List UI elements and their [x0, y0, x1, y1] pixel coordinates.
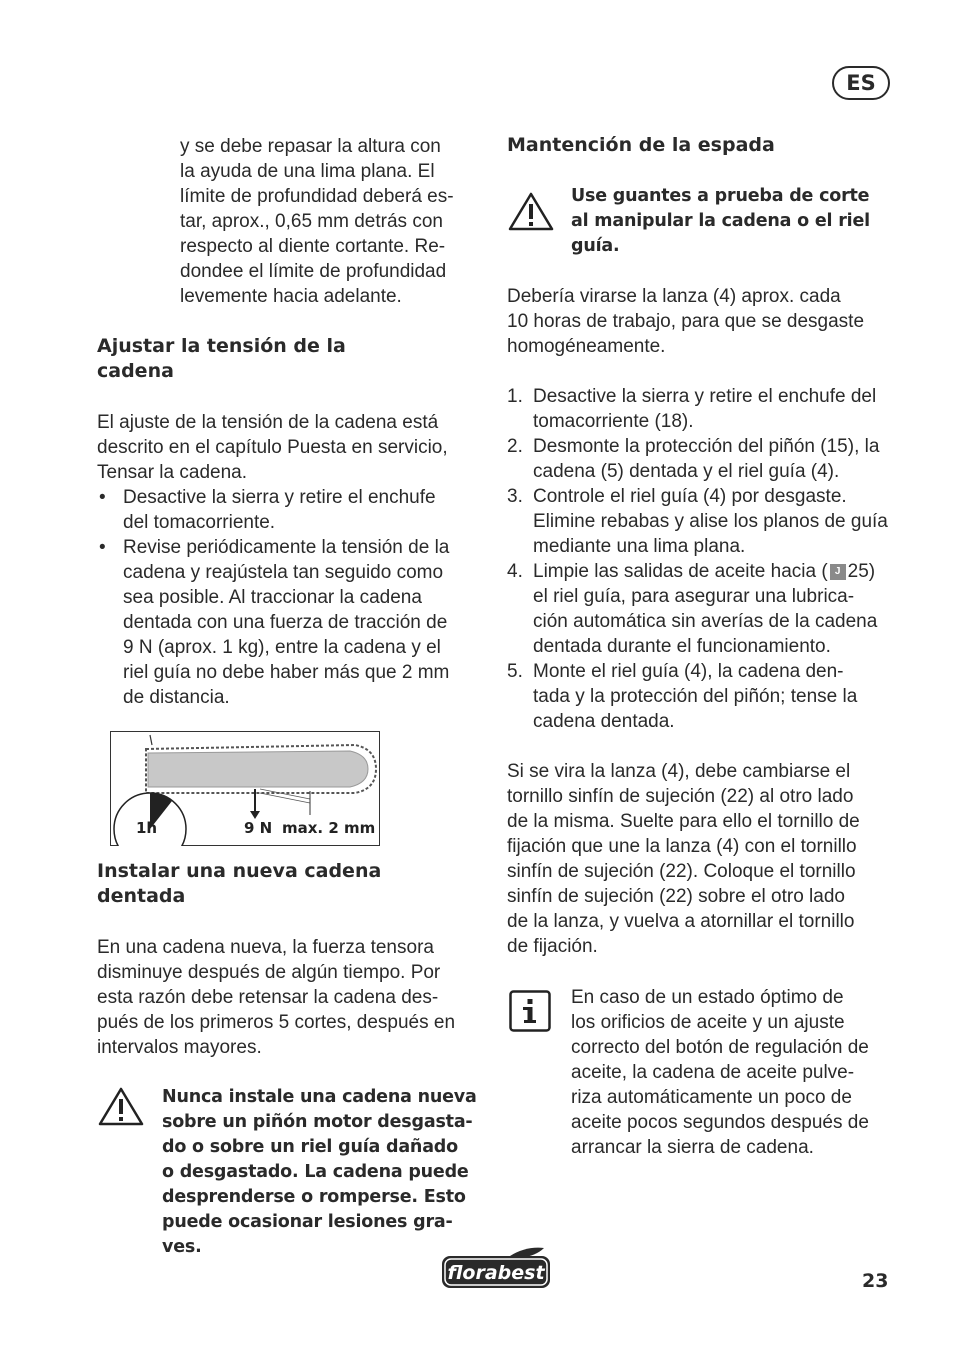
text-line: correcto del botón de regulación de [571, 1037, 869, 1058]
text-line: dentada durante el funcionamiento. [533, 636, 831, 657]
text-line: sea posible. Al traccionar la cadena [123, 587, 422, 608]
text-line: cadena dentada. [533, 711, 675, 732]
list-item [507, 559, 907, 659]
text-line: tar, aprox., 0,65 mm detrás con [180, 211, 443, 232]
text-line: intervalos mayores. [97, 1037, 262, 1058]
text-line: de la lanza, y vuelva a atornillar el tornillo [507, 911, 855, 932]
heading-line: dentada [97, 885, 186, 907]
text-line: la ayuda de una lima plana. El [180, 161, 435, 182]
intro-paragraph [180, 134, 480, 309]
text-line: esta razón debe retensar la cadena des- [97, 987, 439, 1008]
text-line: guía. [571, 236, 620, 256]
text-line: Desmonte la protección del piñón (15), la [533, 436, 880, 457]
text-line: arrancar la sierra de cadena. [571, 1137, 814, 1158]
text-line: los orificios de aceite y un ajuste [571, 1012, 845, 1033]
text-line: Elimine rebabas y alise los planos de guía [533, 511, 888, 532]
section-heading-bar-maintenance: Mantención de la espada [507, 134, 775, 156]
text-line: dentada con una fuerza de tracción de [123, 612, 448, 633]
text-line: descrito en el capítulo Puesta en servicio, [97, 437, 448, 458]
chain-tension-figure [110, 731, 380, 846]
text-line: límite de profundidad deberá es- [180, 186, 454, 207]
text-line: riel guía no debe haber más que 2 mm [123, 662, 450, 683]
list-item [97, 485, 482, 535]
text-line: Tensar la cadena. [97, 462, 247, 483]
text-line: Debería virarse la lanza (4) aprox. cada [507, 286, 841, 307]
step-number: 2. [507, 436, 523, 457]
text-line: sinfín de sujeción (22) sobre el otro lado [507, 886, 845, 907]
warning-icon [97, 1086, 145, 1131]
text-line: Monte el riel guía (4), la cadena den- [533, 661, 844, 682]
section-heading-chain-tension [97, 334, 477, 384]
text-line: de distancia. [123, 687, 230, 708]
steps-list [507, 384, 907, 734]
text-line: riza automáticamente un poco de [571, 1087, 852, 1108]
text-line: tada y la protección del piñón; tense la [533, 686, 858, 707]
page-number: 23 [862, 1270, 889, 1292]
figure-label-force: 9 N [244, 819, 273, 837]
text-line: disminuye después de algún tiempo. Por [97, 962, 441, 983]
text-line: del tomacorriente. [123, 512, 276, 533]
text-line: do o sobre un riel guía dañado [162, 1137, 458, 1157]
text-line: el riel guía, para asegurar una lubrica- [533, 586, 855, 607]
text-line: cadena y reajústela tan seguido como [123, 562, 444, 583]
text-line: desprenderse o romperse. Esto [162, 1187, 466, 1207]
text-line: o desgastado. La cadena puede [162, 1162, 469, 1182]
info-icon [509, 990, 551, 1037]
step-number: 3. [507, 486, 523, 507]
text-line: sinfín de sujeción (22). Coloque el tornillo [507, 861, 856, 882]
warning-icon [507, 191, 555, 236]
text-line [533, 559, 907, 584]
list-item [507, 434, 907, 484]
text-line: Si se vira la lanza (4), debe cambiarse el [507, 761, 851, 782]
text-line: al manipular la cadena o el riel [571, 211, 870, 231]
text-line: El ajuste de la tensión de la cadena está [97, 412, 439, 433]
logo-text: florabest [447, 1262, 545, 1284]
new-chain-paragraph [97, 935, 482, 1060]
text-line: 10 horas de trabajo, para que se desgaste [507, 311, 865, 332]
step-number: 5. [507, 661, 523, 682]
section-heading-new-chain [97, 859, 477, 909]
text-line: • Revise periódicamente la tensión de la [123, 537, 450, 558]
text-line: aceite pocos segundos después de [571, 1112, 869, 1133]
info-text-oil [571, 985, 901, 1160]
heading-line: Ajustar la tensión de la [97, 335, 346, 357]
text-line: dondee el límite de profundidad [180, 261, 447, 282]
text-line: puede ocasionar lesiones gra- [162, 1212, 453, 1232]
text-line: Nunca instale una cadena nueva [162, 1087, 477, 1107]
list-item [507, 384, 907, 434]
step-number: 4. [507, 561, 523, 582]
text-line: tornillo sinfín de sujeción (22) al otro lado [507, 786, 854, 807]
brand-logo [440, 1246, 552, 1290]
text-fragment: 25) [847, 561, 876, 582]
warning-text-gloves [571, 184, 901, 259]
text-line: Use guantes a prueba de corte [571, 186, 870, 206]
text-line: mediante una lima plana. [533, 536, 746, 557]
list-item [507, 484, 907, 559]
text-line: sobre un piñón motor desgasta- [162, 1112, 473, 1132]
text-fragment: Limpie las salidas de aceite hacia ( [533, 561, 828, 582]
heading-line: cadena [97, 360, 174, 382]
bar-rotation-paragraph [507, 284, 902, 359]
text-line: En una cadena nueva, la fuerza tensora [97, 937, 434, 958]
text-line: respecto al diente cortante. Re- [180, 236, 446, 257]
text-line: aceite, la cadena de aceite pulve- [571, 1062, 855, 1083]
text-line: levemente hacia adelante. [180, 286, 402, 307]
list-item [507, 659, 907, 734]
text-line: homogéneamente. [507, 336, 666, 357]
figure-reference-icon: J [830, 564, 846, 580]
text-line: cadena (5) dentada y el riel guía (4). [533, 461, 840, 482]
text-line: Desactive la sierra y retire el enchufe del [533, 386, 877, 407]
text-line: y se debe repasar la altura con [180, 136, 441, 157]
text-line: de la misma. Suelte para ello el tornillo de [507, 811, 860, 832]
language-badge: ES [832, 66, 890, 100]
warning-text-new-chain [162, 1085, 482, 1260]
text-line: de fijación. [507, 936, 598, 957]
bullet-list [97, 485, 482, 710]
text-line: ves. [162, 1237, 202, 1257]
chain-tension-paragraph [97, 410, 482, 710]
step-number: 1. [507, 386, 523, 407]
text-line: tomacorriente (18). [533, 411, 694, 432]
screw-paragraph [507, 759, 907, 959]
text-line: En caso de un estado óptimo de [571, 987, 844, 1008]
maintenance-steps [507, 384, 907, 734]
text-line: pués de los primeros 5 cortes, después en [97, 1012, 456, 1033]
text-line: ción automática sin averías de la cadena [533, 611, 878, 632]
figure-label-gap: max. 2 mm [282, 819, 376, 837]
text-line: • Desactive la sierra y retire el enchufe [123, 487, 436, 508]
text-line: 9 N (aprox. 1 kg), entre la cadena y el [123, 637, 441, 658]
list-item [97, 535, 482, 710]
figure-label-time: 1h [136, 819, 158, 837]
heading-line: Instalar una nueva cadena [97, 860, 382, 882]
text-line: fijación que une la lanza (4) con el tornillo [507, 836, 857, 857]
text-line: Controle el riel guía (4) por desgaste. [533, 486, 847, 507]
